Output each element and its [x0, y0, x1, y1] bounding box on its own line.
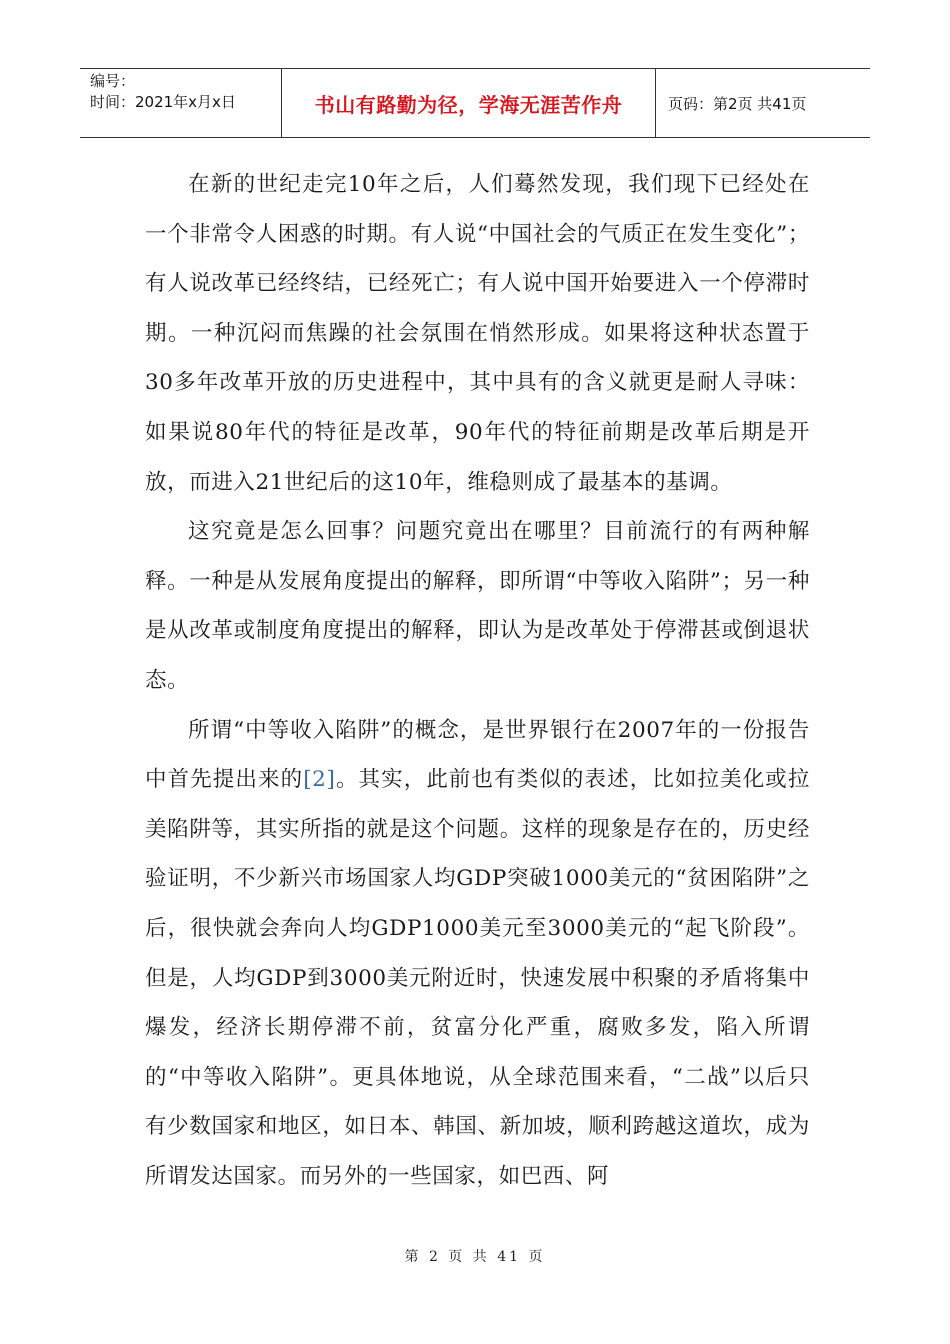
- page-header: [80, 68, 870, 138]
- document-time-label: 时间：2021年x月x日: [90, 93, 236, 111]
- paragraph-3-text-a: 所谓“中等收入陷阱”的概念，是世界银行在2007年的一份报告中首先提出来的: [145, 717, 810, 793]
- header-meta: [80, 69, 282, 137]
- paragraph-3-text-b: 。其实，此前也有类似的表述，比如拉美化或拉美陷阱等，其实所指的就是这个问题。这样的现象是存在的，历史经验证明，不少新兴市场国家人均GDP突破1000美元的“贫困陷阱”之后，很快就会奔向人均GDP1000美元至3000美元的“起飞阶段”。但是，人均GDP到3000美元附近时，快速发展中积聚的矛盾将集中爆发，经济长期停滞不前，贫富分化严重，腐败多发，陷入所谓的“中等收入陷阱”。更具体地说，从全球范围来看，“二战”以后只有少数国家和地区，如日本、韩国、新加坡，顺利跨越这道坎，成为所谓发达国家。而另外的一些国家，如巴西、阿: [145, 767, 810, 1189]
- header-motto: 书山有路勤为径，学海无涯苦作舟: [282, 69, 656, 137]
- document-number-label: 编号：: [90, 72, 136, 90]
- header-page-code: 页码：第2页 共41页: [668, 94, 807, 113]
- document-body: [145, 160, 810, 1201]
- paragraph-2: 这究竟是怎么回事？问题究竟出在哪里？目前流行的有两种解释。一种是从发展角度提出的解释，即所谓“中等收入陷阱”；另一种是从改革或制度角度提出的解释，即认为是改革处于停滞甚或倒退状态。: [145, 519, 810, 693]
- paragraph-3: [145, 706, 810, 1202]
- reference-link[interactable]: [2]: [303, 767, 336, 793]
- paragraph-1: 在新的世纪走完10年之后，人们蓦然发现，我们现下已经处在一个非常令人困惑的时期。有人说“中国社会的气质正在发生变化”；有人说改革已经终结，已经死亡；有人说中国开始要进入一个停滞时期。一种沉闷而焦躁的社会氛围在悄然形成。如果将这种状态置于30多年改革开放的历史进程中，其中具有的含义就更是耐人寻味：如果说80年代的特征是改革，90年代的特征前期是改革后期是开放，而进入21世纪后的这10年，维稳则成了最基本的基调。: [145, 172, 810, 495]
- page-footer: 第 2 页 共 41 页: [404, 1249, 546, 1265]
